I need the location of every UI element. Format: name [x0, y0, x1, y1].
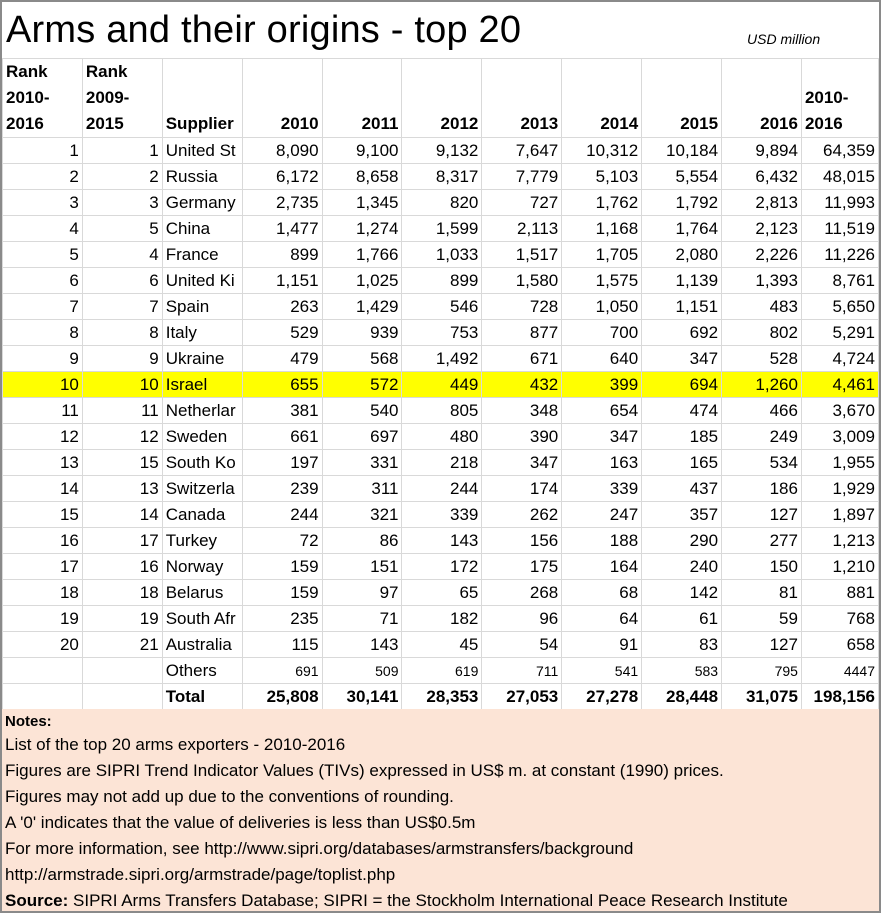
- others-value-cell: 509: [322, 658, 402, 684]
- year-value-cell: 399: [562, 372, 642, 398]
- table-row: [3, 528, 879, 554]
- year-value-cell: 381: [242, 398, 322, 424]
- rank-2009-2015-cell: 7: [82, 294, 162, 320]
- total-value-cell: 25,808: [242, 684, 322, 710]
- year-value-cell: 1,429: [322, 294, 402, 320]
- year-value-cell: 5,554: [642, 164, 722, 190]
- header-year: 2014: [562, 59, 642, 138]
- total-value-cell: 5,291: [801, 320, 878, 346]
- total-label: Total: [162, 684, 242, 710]
- total-value-cell: 4,461: [801, 372, 878, 398]
- year-value-cell: 186: [722, 476, 802, 502]
- year-value-cell: 1,762: [562, 190, 642, 216]
- year-value-cell: 700: [562, 320, 642, 346]
- others-label: Others: [162, 658, 242, 684]
- table-row: [3, 580, 879, 606]
- year-value-cell: 2,735: [242, 190, 322, 216]
- year-value-cell: 1,764: [642, 216, 722, 242]
- year-value-cell: 64: [562, 606, 642, 632]
- year-value-cell: 249: [722, 424, 802, 450]
- year-value-cell: 262: [482, 502, 562, 528]
- year-value-cell: 728: [482, 294, 562, 320]
- supplier-cell: Germany: [162, 190, 242, 216]
- year-value-cell: 1,492: [402, 346, 482, 372]
- year-value-cell: 268: [482, 580, 562, 606]
- total-value-cell: 11,993: [801, 190, 878, 216]
- year-value-cell: 143: [322, 632, 402, 658]
- year-value-cell: 8,317: [402, 164, 482, 190]
- year-value-cell: 244: [242, 502, 322, 528]
- year-value-cell: 321: [322, 502, 402, 528]
- year-value-cell: 151: [322, 554, 402, 580]
- others-value-cell: 583: [642, 658, 722, 684]
- supplier-cell: Turkey: [162, 528, 242, 554]
- year-value-cell: 1,274: [322, 216, 402, 242]
- year-value-cell: 347: [562, 424, 642, 450]
- rank-2010-2016-cell: 14: [3, 476, 83, 502]
- note-line: A '0' indicates that the value of deliveries is less than US$0.5m: [5, 813, 476, 832]
- rank-2009-2015-cell: 3: [82, 190, 162, 216]
- total-value-cell: 64,359: [801, 138, 878, 164]
- year-value-cell: 156: [482, 528, 562, 554]
- year-value-cell: 466: [722, 398, 802, 424]
- total-value-cell: 1,213: [801, 528, 878, 554]
- year-value-cell: 127: [722, 632, 802, 658]
- year-value-cell: 1,050: [562, 294, 642, 320]
- header-rank-2010-2016: Rank 2010- 2016: [3, 59, 83, 138]
- supplier-cell: United St: [162, 138, 242, 164]
- year-value-cell: 159: [242, 554, 322, 580]
- supplier-cell: Israel: [162, 372, 242, 398]
- year-value-cell: 1,792: [642, 190, 722, 216]
- rank-2009-2015-cell: 9: [82, 346, 162, 372]
- total-value-cell: 768: [801, 606, 878, 632]
- supplier-cell: France: [162, 242, 242, 268]
- year-value-cell: 655: [242, 372, 322, 398]
- rank-2009-2015-cell: 11: [82, 398, 162, 424]
- year-value-cell: 1,580: [482, 268, 562, 294]
- year-value-cell: 9,894: [722, 138, 802, 164]
- year-value-cell: 479: [242, 346, 322, 372]
- rank-2010-2016-cell: 13: [3, 450, 83, 476]
- rank-2010-2016-cell: 16: [3, 528, 83, 554]
- header-year: 2010: [242, 59, 322, 138]
- year-value-cell: 1,517: [482, 242, 562, 268]
- year-value-cell: 188: [562, 528, 642, 554]
- rank-2010-2016-cell: 19: [3, 606, 83, 632]
- note-line: http://armstrade.sipri.org/armstrade/page/toplist.php: [5, 865, 396, 884]
- year-value-cell: 899: [242, 242, 322, 268]
- total-value-cell: 48,015: [801, 164, 878, 190]
- supplier-cell: Belarus: [162, 580, 242, 606]
- rank-2009-2015-cell: 16: [82, 554, 162, 580]
- total-value-cell: 31,075: [722, 684, 802, 710]
- rank-2010-2016-cell: 10: [3, 372, 83, 398]
- table-row: [3, 554, 879, 580]
- year-value-cell: 820: [402, 190, 482, 216]
- rank-2009-2015-cell: 19: [82, 606, 162, 632]
- rank-2009-2015-cell: 4: [82, 242, 162, 268]
- rank-2009-2015-cell: 5: [82, 216, 162, 242]
- year-value-cell: 529: [242, 320, 322, 346]
- table-row: [3, 632, 879, 658]
- year-value-cell: 83: [642, 632, 722, 658]
- year-value-cell: 8,090: [242, 138, 322, 164]
- total-value-cell: 30,141: [322, 684, 402, 710]
- supplier-cell: Ukraine: [162, 346, 242, 372]
- year-value-cell: 150: [722, 554, 802, 580]
- year-value-cell: 753: [402, 320, 482, 346]
- year-value-cell: 182: [402, 606, 482, 632]
- year-value-cell: 290: [642, 528, 722, 554]
- year-value-cell: 1,025: [322, 268, 402, 294]
- notes-panel: [2, 709, 879, 913]
- supplier-cell: South Afr: [162, 606, 242, 632]
- rank-2010-2016-cell: 18: [3, 580, 83, 606]
- table-row: [3, 398, 879, 424]
- year-value-cell: 1,705: [562, 242, 642, 268]
- year-value-cell: 1,599: [402, 216, 482, 242]
- year-value-cell: 163: [562, 450, 642, 476]
- year-value-cell: 6,172: [242, 164, 322, 190]
- header-total-2010-2016: 2010- 2016: [801, 59, 878, 138]
- year-value-cell: 357: [642, 502, 722, 528]
- year-value-cell: 127: [722, 502, 802, 528]
- year-value-cell: 805: [402, 398, 482, 424]
- supplier-cell: Italy: [162, 320, 242, 346]
- total-value-cell: 1,929: [801, 476, 878, 502]
- year-value-cell: 240: [642, 554, 722, 580]
- year-value-cell: 91: [562, 632, 642, 658]
- year-value-cell: 159: [242, 580, 322, 606]
- year-value-cell: 172: [402, 554, 482, 580]
- total-value-cell: 198,156: [801, 684, 878, 710]
- note-line: List of the top 20 arms exporters - 2010-2016: [5, 735, 346, 754]
- table-row: [3, 372, 879, 398]
- supplier-cell: China: [162, 216, 242, 242]
- empty-cell: [3, 684, 83, 710]
- table-row: [3, 450, 879, 476]
- others-row: [3, 658, 879, 684]
- rank-2010-2016-cell: 2: [3, 164, 83, 190]
- table-row: [3, 164, 879, 190]
- year-value-cell: 661: [242, 424, 322, 450]
- rank-2010-2016-cell: 11: [3, 398, 83, 424]
- year-value-cell: 239: [242, 476, 322, 502]
- rank-2010-2016-cell: 12: [3, 424, 83, 450]
- table-row: [3, 606, 879, 632]
- year-value-cell: 347: [482, 450, 562, 476]
- rank-2010-2016-cell: 17: [3, 554, 83, 580]
- total-value-cell: 27,053: [482, 684, 562, 710]
- notes-heading: Notes:: [5, 713, 52, 730]
- table-row: [3, 190, 879, 216]
- source-label: Source:: [5, 891, 69, 910]
- rank-2010-2016-cell: 5: [3, 242, 83, 268]
- year-value-cell: 2,813: [722, 190, 802, 216]
- year-value-cell: 528: [722, 346, 802, 372]
- table-row: [3, 346, 879, 372]
- header-year: 2015: [642, 59, 722, 138]
- rank-2009-2015-cell: 10: [82, 372, 162, 398]
- supplier-cell: Netherlar: [162, 398, 242, 424]
- others-value-cell: 795: [722, 658, 802, 684]
- year-value-cell: 9,100: [322, 138, 402, 164]
- title-row: [2, 2, 879, 58]
- rank-2009-2015-cell: 18: [82, 580, 162, 606]
- others-value-cell: 541: [562, 658, 642, 684]
- year-value-cell: 568: [322, 346, 402, 372]
- year-value-cell: 10,184: [642, 138, 722, 164]
- year-value-cell: 654: [562, 398, 642, 424]
- supplier-cell: Canada: [162, 502, 242, 528]
- year-value-cell: 347: [642, 346, 722, 372]
- others-value-cell: 619: [402, 658, 482, 684]
- arms-table: [2, 58, 879, 710]
- year-value-cell: 534: [722, 450, 802, 476]
- total-row: [3, 684, 879, 710]
- note-line: For more information, see http://www.sipri.org/databases/armstransfers/background: [5, 839, 634, 858]
- table-row: [3, 138, 879, 164]
- year-value-cell: 2,123: [722, 216, 802, 242]
- year-value-cell: 1,393: [722, 268, 802, 294]
- total-value-cell: 5,650: [801, 294, 878, 320]
- year-value-cell: 45: [402, 632, 482, 658]
- year-value-cell: 59: [722, 606, 802, 632]
- rank-2010-2016-cell: 6: [3, 268, 83, 294]
- year-value-cell: 311: [322, 476, 402, 502]
- others-value-cell: 4447: [801, 658, 878, 684]
- others-value-cell: 711: [482, 658, 562, 684]
- year-value-cell: 9,132: [402, 138, 482, 164]
- total-value-cell: 27,278: [562, 684, 642, 710]
- year-value-cell: 277: [722, 528, 802, 554]
- header-year: 2016: [722, 59, 802, 138]
- year-value-cell: 1,139: [642, 268, 722, 294]
- note-line: Figures may not add up due to the conventions of rounding.: [5, 787, 454, 806]
- rank-2009-2015-cell: 14: [82, 502, 162, 528]
- total-value-cell: 8,761: [801, 268, 878, 294]
- year-value-cell: 174: [482, 476, 562, 502]
- year-value-cell: 164: [562, 554, 642, 580]
- total-value-cell: 658: [801, 632, 878, 658]
- rank-2010-2016-cell: 20: [3, 632, 83, 658]
- year-value-cell: 72: [242, 528, 322, 554]
- year-value-cell: 218: [402, 450, 482, 476]
- year-value-cell: 2,226: [722, 242, 802, 268]
- total-value-cell: 28,448: [642, 684, 722, 710]
- year-value-cell: 939: [322, 320, 402, 346]
- header-year: 2012: [402, 59, 482, 138]
- year-value-cell: 449: [402, 372, 482, 398]
- year-value-cell: 86: [322, 528, 402, 554]
- rank-2009-2015-cell: 2: [82, 164, 162, 190]
- header-supplier: Supplier: [162, 59, 242, 138]
- year-value-cell: 2,113: [482, 216, 562, 242]
- total-value-cell: 3,009: [801, 424, 878, 450]
- total-value-cell: 3,670: [801, 398, 878, 424]
- year-value-cell: 7,647: [482, 138, 562, 164]
- sheet-title: Arms and their origins - top 20: [6, 9, 522, 51]
- year-value-cell: 1,766: [322, 242, 402, 268]
- unit-label: USD million: [747, 31, 821, 47]
- empty-cell: [82, 684, 162, 710]
- total-value-cell: 1,210: [801, 554, 878, 580]
- year-value-cell: 339: [402, 502, 482, 528]
- total-value-cell: 1,955: [801, 450, 878, 476]
- year-value-cell: 54: [482, 632, 562, 658]
- table-row: [3, 424, 879, 450]
- rank-2009-2015-cell: 13: [82, 476, 162, 502]
- year-value-cell: 437: [642, 476, 722, 502]
- year-value-cell: 96: [482, 606, 562, 632]
- rank-2009-2015-cell: 17: [82, 528, 162, 554]
- year-value-cell: 1,151: [242, 268, 322, 294]
- supplier-cell: Sweden: [162, 424, 242, 450]
- year-value-cell: 1,151: [642, 294, 722, 320]
- year-value-cell: 247: [562, 502, 642, 528]
- year-value-cell: 244: [402, 476, 482, 502]
- supplier-cell: South Ko: [162, 450, 242, 476]
- total-value-cell: 881: [801, 580, 878, 606]
- rank-2010-2016-cell: 7: [3, 294, 83, 320]
- year-value-cell: 71: [322, 606, 402, 632]
- year-value-cell: 235: [242, 606, 322, 632]
- total-value-cell: 1,897: [801, 502, 878, 528]
- supplier-cell: Australia: [162, 632, 242, 658]
- year-value-cell: 640: [562, 346, 642, 372]
- header-year: 2013: [482, 59, 562, 138]
- year-value-cell: 2,080: [642, 242, 722, 268]
- supplier-cell: Spain: [162, 294, 242, 320]
- year-value-cell: 899: [402, 268, 482, 294]
- empty-cell: [3, 658, 83, 684]
- rank-2009-2015-cell: 8: [82, 320, 162, 346]
- year-value-cell: 1,345: [322, 190, 402, 216]
- year-value-cell: 165: [642, 450, 722, 476]
- year-value-cell: 68: [562, 580, 642, 606]
- year-value-cell: 694: [642, 372, 722, 398]
- table-row: [3, 268, 879, 294]
- year-value-cell: 480: [402, 424, 482, 450]
- rank-2010-2016-cell: 15: [3, 502, 83, 528]
- year-value-cell: 5,103: [562, 164, 642, 190]
- year-value-cell: 474: [642, 398, 722, 424]
- supplier-cell: Switzerla: [162, 476, 242, 502]
- year-value-cell: 331: [322, 450, 402, 476]
- rank-2009-2015-cell: 6: [82, 268, 162, 294]
- total-value-cell: 11,226: [801, 242, 878, 268]
- year-value-cell: 81: [722, 580, 802, 606]
- year-value-cell: 697: [322, 424, 402, 450]
- year-value-cell: 197: [242, 450, 322, 476]
- supplier-cell: Russia: [162, 164, 242, 190]
- header-row: [3, 59, 879, 138]
- rank-2010-2016-cell: 9: [3, 346, 83, 372]
- rank-2010-2016-cell: 8: [3, 320, 83, 346]
- rank-2009-2015-cell: 21: [82, 632, 162, 658]
- year-value-cell: 263: [242, 294, 322, 320]
- table-row: [3, 294, 879, 320]
- year-value-cell: 143: [402, 528, 482, 554]
- total-value-cell: 28,353: [402, 684, 482, 710]
- table-row: [3, 242, 879, 268]
- rank-2010-2016-cell: 1: [3, 138, 83, 164]
- table-row: [3, 502, 879, 528]
- supplier-cell: Norway: [162, 554, 242, 580]
- year-value-cell: 175: [482, 554, 562, 580]
- year-value-cell: 727: [482, 190, 562, 216]
- empty-cell: [82, 658, 162, 684]
- others-value-cell: 691: [242, 658, 322, 684]
- year-value-cell: 8,658: [322, 164, 402, 190]
- year-value-cell: 348: [482, 398, 562, 424]
- year-value-cell: 1,168: [562, 216, 642, 242]
- year-value-cell: 802: [722, 320, 802, 346]
- rank-2010-2016-cell: 4: [3, 216, 83, 242]
- table-row: [3, 320, 879, 346]
- year-value-cell: 483: [722, 294, 802, 320]
- rank-2009-2015-cell: 12: [82, 424, 162, 450]
- year-value-cell: 65: [402, 580, 482, 606]
- source-line: [5, 888, 879, 913]
- year-value-cell: 61: [642, 606, 722, 632]
- year-value-cell: 1,260: [722, 372, 802, 398]
- supplier-cell: United Ki: [162, 268, 242, 294]
- year-value-cell: 10,312: [562, 138, 642, 164]
- year-value-cell: 115: [242, 632, 322, 658]
- total-value-cell: 11,519: [801, 216, 878, 242]
- rank-2010-2016-cell: 3: [3, 190, 83, 216]
- year-value-cell: 97: [322, 580, 402, 606]
- year-value-cell: 692: [642, 320, 722, 346]
- table-row: [3, 476, 879, 502]
- year-value-cell: 546: [402, 294, 482, 320]
- year-value-cell: 540: [322, 398, 402, 424]
- source-text: SIPRI Arms Transfers Database; SIPRI = the Stockholm International Peace Research Institute: [68, 891, 788, 910]
- year-value-cell: 142: [642, 580, 722, 606]
- year-value-cell: 7,779: [482, 164, 562, 190]
- year-value-cell: 1,477: [242, 216, 322, 242]
- header-rank-2009-2015: Rank 2009- 2015: [82, 59, 162, 138]
- year-value-cell: 671: [482, 346, 562, 372]
- rank-2009-2015-cell: 15: [82, 450, 162, 476]
- table-row: [3, 216, 879, 242]
- rank-2009-2015-cell: 1: [82, 138, 162, 164]
- year-value-cell: 877: [482, 320, 562, 346]
- year-value-cell: 6,432: [722, 164, 802, 190]
- year-value-cell: 1,575: [562, 268, 642, 294]
- year-value-cell: 339: [562, 476, 642, 502]
- year-value-cell: 572: [322, 372, 402, 398]
- header-year: 2011: [322, 59, 402, 138]
- year-value-cell: 1,033: [402, 242, 482, 268]
- year-value-cell: 432: [482, 372, 562, 398]
- year-value-cell: 390: [482, 424, 562, 450]
- note-line: Figures are SIPRI Trend Indicator Values (TIVs) expressed in US$ m. at constant (1990) prices.: [5, 761, 724, 780]
- year-value-cell: 185: [642, 424, 722, 450]
- total-value-cell: 4,724: [801, 346, 878, 372]
